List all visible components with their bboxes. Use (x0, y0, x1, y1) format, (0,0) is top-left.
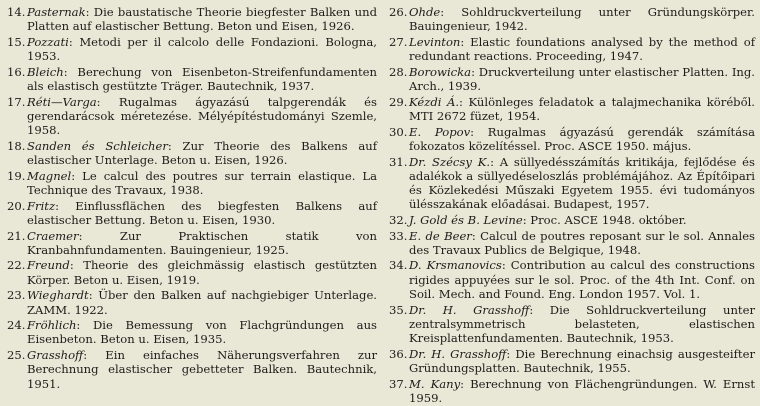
reference-item (7, 229, 377, 257)
reference-item (389, 125, 755, 153)
reference-text: : Berechung von Eisenbeton-Streifenfundamenten als elastisch gestützte Träger. Bautechnik, 1937. (27, 64, 377, 94)
reference-author: Dr. H. Grasshoff (409, 346, 507, 361)
reference-author: Kézdi Á. (409, 94, 460, 109)
reference-number: 27. (389, 34, 408, 49)
reference-text: : Druckverteilung unter elastischer Platten. Ing. Arch., 1939. (409, 64, 755, 94)
reference-number: 32. (389, 212, 408, 227)
reference-number: 23. (7, 288, 26, 303)
reference-text: : Die Sohldruckverteilung unter zentralsymmetrisch belasteten, elastischen Kreisplattenfundamenten. Bautechnik, 1953. (409, 302, 755, 345)
reference-author: Sanden és Schleicher (27, 138, 168, 153)
reference-text: : Zur Theorie des Balkens auf elastischer Unterlage. Beton u. Eisen, 1926. (27, 138, 377, 168)
right-column (389, 5, 755, 406)
reference-item (7, 35, 377, 63)
reference-text: : Proc. ASCE 1948. október. (522, 212, 687, 227)
reference-text: : Rugalmas ágyazású talpgerendák és gerendarácsok méretezése. Mélyépítéstudományi Szemle, 1958. (27, 94, 377, 138)
reference-text: : Calcul de poutres reposant sur le sol. Annales des Travaux Publics de Belgique, 1948. (409, 228, 756, 257)
reference-text: : Contribution au calcul des constructions rigides appuyées sur le sol. Proc. of the 4th Int. Conf. on Soil. Mech. and Found. Eng. London 1957. Vol. 1. (409, 258, 755, 301)
reference-number: 17. (7, 94, 26, 109)
reference-author: Pozzati (27, 34, 69, 49)
reference-text: : Die Berechnung einachsig ausgesteifter Gründungsplatten. Bautechnik, 1955. (409, 346, 755, 375)
reference-item (389, 213, 755, 227)
reference-text: : Metodi per il calcolo delle Fondazioni. Bologna, 1953. (27, 34, 377, 64)
reference-number: 36. (389, 346, 408, 361)
reference-number: 37. (389, 376, 408, 391)
reference-text: : A süllyedésszámítás kritikája, fejlődése és adalékok a süllyedéseloszlás problémájához. Az Építőipari és Közlekedési Műszaki Egyetem 1955. évi tudományos ülésszakának előadásai. Budapest, 1957. (409, 154, 755, 212)
reference-item (7, 5, 377, 33)
reference-item (7, 258, 377, 286)
reference-text: : Berechnung von Flächengründungen. W. Ernst 1959. (409, 376, 755, 405)
reference-item (389, 303, 755, 346)
reference-item (7, 65, 377, 93)
reference-text: : Le calcul des poutres sur terrain elastique. La Technique des Travaux, 1938. (27, 168, 377, 197)
reference-text: : Különleges feladatok a talajmechanika köréből. MTI 2672 füzet, 1954. (409, 94, 755, 123)
reference-number: 20. (7, 198, 26, 213)
reference-item (7, 199, 377, 227)
reference-item (389, 258, 755, 301)
reference-author: Dr. Szécsy K. (409, 154, 491, 169)
reference-number: 19. (7, 168, 26, 183)
reference-item (389, 155, 755, 212)
reference-item (389, 377, 755, 405)
reference-number: 14. (7, 5, 26, 19)
reference-number: 15. (7, 34, 26, 49)
reference-item (7, 288, 377, 316)
reference-item (389, 95, 755, 123)
reference-author: E. Popov (409, 124, 471, 139)
reference-number: 18. (7, 138, 26, 153)
reference-text: : Ein einfaches Näherungsverfahren zur Berechnung elastischer gebetteter Balken. Bautechnik, 1951. (27, 348, 377, 391)
reference-number: 24. (7, 318, 26, 333)
reference-author: Dr. H. Grasshoff (409, 302, 530, 317)
reference-item (389, 5, 755, 33)
reference-number: 22. (7, 258, 26, 273)
reference-author: Wieghardt (27, 288, 89, 303)
reference-item (389, 229, 755, 257)
reference-text: : Die baustatische Theorie biegfester Balken und Platten auf elastischer Bettung. Beton und Eisen, 1926. (27, 5, 377, 34)
reference-number: 35. (389, 302, 408, 317)
reference-author: Borowicka (409, 64, 472, 79)
reference-item (7, 139, 377, 167)
reference-item (7, 348, 377, 391)
reference-text: : Die Bemessung von Flachgründungen aus Eisenbeton. Beton u. Eisen, 1935. (27, 318, 377, 347)
reference-number: 33. (389, 228, 408, 243)
reference-author: Bleich (27, 64, 64, 79)
reference-author: Grasshoff (27, 348, 84, 363)
left-column (7, 5, 377, 392)
reference-number: 34. (389, 258, 408, 273)
reference-author: Ohde (409, 5, 441, 19)
reference-item (389, 347, 755, 375)
reference-text: : Theorie des gleichmässig elastisch gestützten Körper. Beton u. Eisen, 1919. (27, 258, 377, 287)
reference-author: Craemer (27, 228, 79, 243)
reference-number: 16. (7, 64, 26, 79)
reference-text: : Elastic foundations analysed by the method of redundant reactions. Proceeding, 1947. (409, 34, 755, 64)
reference-item (389, 35, 755, 63)
reference-number: 31. (389, 154, 408, 169)
reference-author: Fritz (27, 198, 56, 213)
reference-number: 29. (389, 94, 408, 109)
reference-author: M. Kany (409, 376, 461, 391)
reference-text: : Einflussflächen des biegfesten Balkens auf elastischer Bettung. Beton u. Eisen, 1930. (27, 198, 377, 227)
reference-author: E. de Beer (409, 228, 472, 243)
reference-number: 21. (7, 228, 26, 243)
reference-text: : Über den Balken auf nachgiebiger Unterlage. ZAMM. 1922. (27, 288, 377, 317)
reference-author: Freund (27, 258, 70, 273)
reference-number: 30. (389, 124, 408, 139)
reference-number: 25. (7, 348, 26, 363)
reference-author: D. Krsmanovics (409, 258, 502, 273)
reference-text: : Sohldruckverteilung unter Gründungskörper. Bauingenieur, 1942. (409, 5, 755, 34)
reference-number: 28. (389, 64, 408, 79)
reference-item (389, 65, 755, 93)
reference-author: Réti—Varga (27, 94, 97, 109)
reference-text: : Zur Praktischen statik von Kranbahnfundamenten. Bauingenieur, 1925. (27, 228, 377, 257)
reference-author: Levinton (409, 34, 461, 49)
reference-item (7, 169, 377, 197)
reference-author: Pasternak (27, 5, 86, 19)
reference-author: Fröhlich (27, 318, 77, 333)
reference-item (7, 318, 377, 346)
reference-number: 26. (389, 5, 408, 19)
reference-author: J. Gold és B. Levine (409, 212, 523, 227)
reference-item (7, 95, 377, 138)
reference-text: : Rugalmas ágyazású gerendák számítása fokozatos közelítéssel. Proc. ASCE 1950. május. (409, 124, 755, 153)
reference-author: Magnel (27, 168, 72, 183)
